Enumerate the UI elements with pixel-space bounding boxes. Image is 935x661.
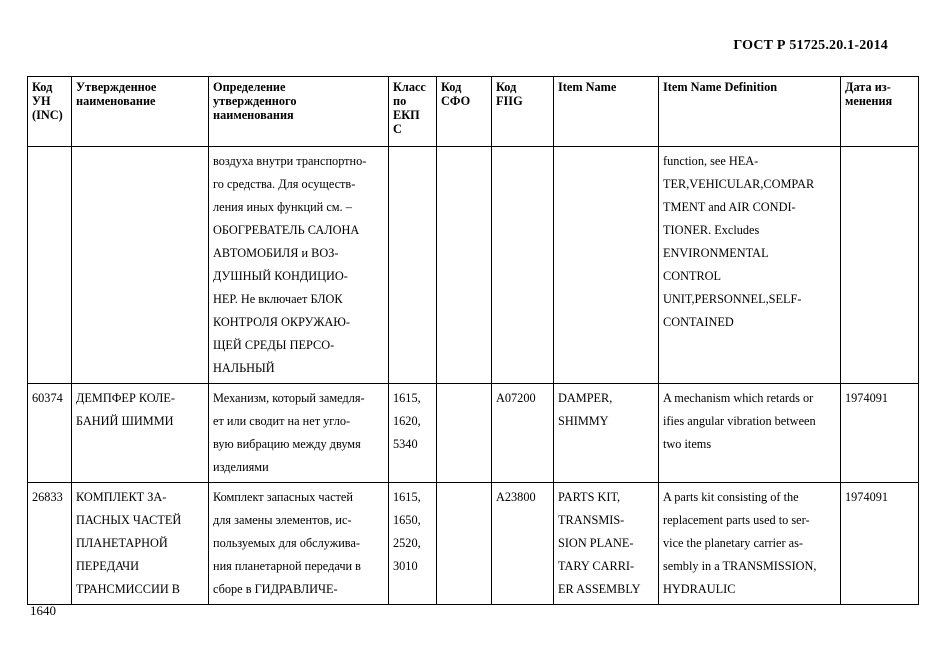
cell-item-def [659, 483, 841, 605]
nomenclature-table [27, 76, 919, 605]
cell-line: сборе в ГИДРАВЛИЧЕ- [213, 582, 338, 596]
cell-line: CONTAINED [663, 315, 734, 329]
header-line: ЕКП [393, 108, 420, 122]
cell-line: sembly in a TRANSMISSION, [663, 559, 817, 573]
header-line: Утвержденное [76, 80, 157, 94]
cell-line: воздуха внутри транспортно- [213, 154, 367, 168]
cell-item-name [554, 147, 659, 384]
cell-line: БАНИЙ ШИММИ [76, 414, 174, 428]
table-body [28, 147, 919, 605]
cell-fiig [492, 147, 554, 384]
cell-line: TER,VEHICULAR,COMPAR [663, 177, 815, 191]
cell-line: КОМПЛЕКТ ЗА- [76, 490, 167, 504]
cell-line: HYDRAULIC [663, 582, 736, 596]
cell-date [841, 483, 919, 605]
column-header-definition [209, 77, 389, 147]
column-header-item-name [554, 77, 659, 147]
cell-line: SHIMMY [558, 414, 609, 428]
cell-class [389, 147, 437, 384]
header-line: Item Name [558, 80, 617, 94]
column-header-fiig [492, 77, 554, 147]
table-row [28, 147, 919, 384]
header-line: утвержденного [213, 94, 297, 108]
cell-date [841, 384, 919, 483]
cell-line: vice the planetary carrier as- [663, 536, 803, 550]
cell-fiig [492, 483, 554, 605]
cell-item-name [554, 483, 659, 605]
cell-sfo [437, 147, 492, 384]
cell-definition [209, 147, 389, 384]
cell-line: A mechanism which retards or [663, 391, 814, 405]
cell-line: ТРАНСМИССИИ В [76, 582, 180, 596]
cell-line: 3010 [393, 559, 418, 573]
header-line: УН [32, 94, 51, 108]
document-id: ГОСТ Р 51725.20.1-2014 [733, 38, 888, 53]
header-line: Определение [213, 80, 286, 94]
header-line: наименование [76, 94, 156, 108]
cell-line: ет или сводит на нет угло- [213, 414, 351, 428]
cell-inc [28, 384, 72, 483]
cell-line: replacement parts used to ser- [663, 513, 810, 527]
cell-line: 1974091 [845, 490, 889, 504]
cell-approved-name [72, 483, 209, 605]
cell-line: TIONER. Excludes [663, 223, 760, 237]
header-line: Item Name Definition [663, 80, 778, 94]
cell-line: UNIT,PERSONNEL,SELF- [663, 292, 802, 306]
cell-line: ОБОГРЕВАТЕЛЬ САЛОНА [213, 223, 360, 237]
cell-definition [209, 483, 389, 605]
header-line: Код [32, 80, 53, 94]
cell-line: 5340 [393, 437, 418, 451]
header-line: Код [496, 80, 517, 94]
cell-line: A07200 [496, 391, 536, 405]
header-line: Класс [393, 80, 426, 94]
cell-line: ER ASSEMBLY [558, 582, 641, 596]
cell-line: вую вибрацию между двумя [213, 437, 361, 451]
cell-line: ПАСНЫХ ЧАСТЕЙ [76, 513, 182, 527]
cell-item-def [659, 147, 841, 384]
cell-line: 1974091 [845, 391, 889, 405]
cell-line: ifies angular vibration between [663, 414, 816, 428]
cell-line: 26833 [32, 490, 63, 504]
cell-line: SION PLANE- [558, 536, 634, 550]
cell-sfo [437, 483, 492, 605]
cell-line: PARTS KIT, [558, 490, 621, 504]
cell-line: ления иных функций см. – [213, 200, 352, 214]
header-line: FIIG [496, 94, 523, 108]
cell-line: ПЛАНЕТАРНОЙ [76, 536, 168, 550]
cell-line: 1615, [393, 391, 421, 405]
cell-line: ДЕМПФЕР КОЛЕ- [76, 391, 175, 405]
header-line: Дата из- [845, 80, 891, 94]
table-header-row [28, 77, 919, 147]
table-row [28, 483, 919, 605]
header-line: (INC) [32, 108, 63, 122]
cell-line: DAMPER, [558, 391, 613, 405]
cell-line: НЕР. Не включает БЛОК [213, 292, 343, 306]
cell-line: изделиями [213, 460, 269, 474]
cell-class [389, 483, 437, 605]
column-header-class [389, 77, 437, 147]
cell-date [841, 147, 919, 384]
header-line: менения [845, 94, 893, 108]
cell-line: КОНТРОЛЯ ОКРУЖАЮ- [213, 315, 350, 329]
cell-line: 1615, [393, 490, 421, 504]
cell-line: ПЕРЕДАЧИ [76, 559, 140, 573]
table-row [28, 384, 919, 483]
header-line: наименования [213, 108, 294, 122]
cell-line: для замены элементов, ис- [213, 513, 352, 527]
cell-line: 1620, [393, 414, 421, 428]
cell-line: 1650, [393, 513, 421, 527]
cell-line: ЩЕЙ СРЕДЫ ПЕРСО- [213, 338, 335, 352]
column-header-item-def [659, 77, 841, 147]
cell-class [389, 384, 437, 483]
cell-line: Комплект запасных частей [213, 490, 353, 504]
column-header-approved-name [72, 77, 209, 147]
cell-definition [209, 384, 389, 483]
header-line: С [393, 122, 402, 136]
cell-line: го средства. Для осуществ- [213, 177, 356, 191]
cell-line: CONTROL [663, 269, 722, 283]
cell-approved-name [72, 384, 209, 483]
cell-line: ния планетарной передачи в [213, 559, 361, 573]
header-line: СФО [441, 94, 471, 108]
cell-line: A23800 [496, 490, 536, 504]
header-line: Код [441, 80, 462, 94]
cell-line: НАЛЬНЫЙ [213, 361, 275, 375]
cell-line: TARY CARRI- [558, 559, 635, 573]
cell-line: Механизм, который замедля- [213, 391, 365, 405]
cell-line: TRANSMIS- [558, 513, 625, 527]
cell-inc [28, 147, 72, 384]
cell-line: АВТОМОБИЛЯ и ВОЗ- [213, 246, 339, 260]
cell-line: A parts kit consisting of the [663, 490, 799, 504]
cell-line: function, see HEA- [663, 154, 759, 168]
column-header-inc [28, 77, 72, 147]
cell-line: пользуемых для обслужива- [213, 536, 361, 550]
cell-approved-name [72, 147, 209, 384]
cell-line: ENVIRONMENTAL [663, 246, 769, 260]
cell-line: two items [663, 437, 712, 451]
header-line: по [393, 94, 407, 108]
cell-sfo [437, 384, 492, 483]
column-header-date [841, 77, 919, 147]
cell-line: 2520, [393, 536, 421, 550]
cell-item-name [554, 384, 659, 483]
cell-inc [28, 483, 72, 605]
cell-item-def [659, 384, 841, 483]
cell-line: 60374 [32, 391, 63, 405]
cell-line: ДУШНЫЙ КОНДИЦИО- [213, 269, 348, 283]
column-header-sfo [437, 77, 492, 147]
cell-line: TMENT and AIR CONDI- [663, 200, 796, 214]
page-number: 1640 [30, 603, 56, 618]
cell-fiig [492, 384, 554, 483]
